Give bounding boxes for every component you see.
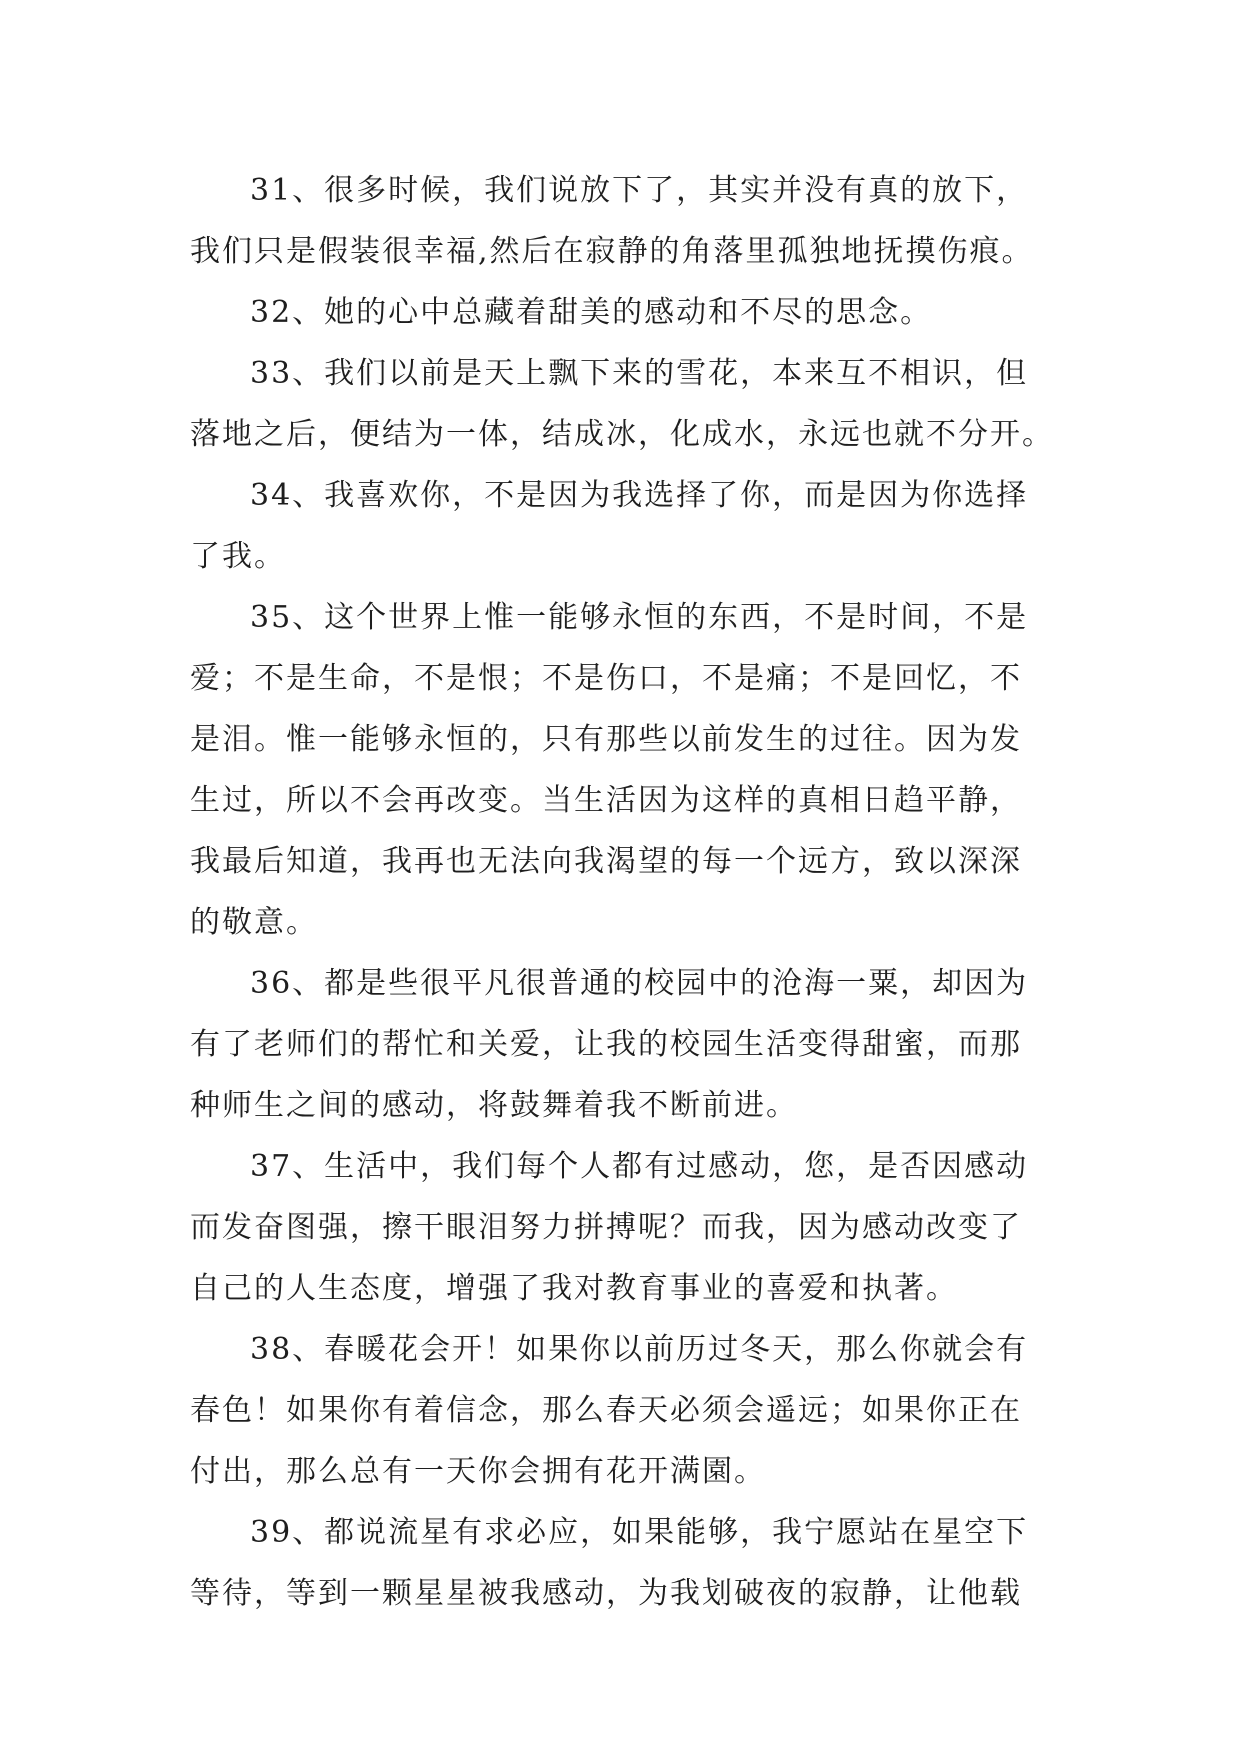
text-line: 我们只是假装很幸福,然后在寂静的角落里孤独地抚摸伤痕。	[190, 234, 1034, 269]
text-line: 38、春暖花会开！如果你以前历过冬天，那么你就会有	[250, 1332, 1029, 1367]
text-line: 自己的人生态度，增强了我对教育事业的喜爱和执著。	[190, 1271, 958, 1306]
document-body	[190, 160, 1070, 1624]
text-line: 种师生之间的感动，将鼓舞着我不断前进。	[190, 1088, 798, 1123]
text-line: 付出，那么总有一天你会拥有花开满園。	[190, 1454, 766, 1489]
text-line: 是泪。惟一能够永恒的，只有那些以前发生的过往。因为发	[190, 722, 1022, 757]
text-line: 爱；不是生命，不是恨；不是伤口，不是痛；不是回忆，不	[190, 661, 1022, 696]
text-line: 生过，所以不会再改变。当生活因为这样的真相日趋平静，	[190, 783, 1022, 818]
text-line: 33、我们以前是天上飘下来的雪花，本来互不相识，但	[250, 356, 1029, 391]
text-line: 我最后知道，我再也无法向我渴望的每一个远方，致以深深	[190, 844, 1022, 879]
text-line: 35、这个世界上惟一能够永恒的东西，不是时间，不是	[250, 600, 1029, 635]
text-line: 等待，等到一颗星星被我感动，为我划破夜的寂静，让他载	[190, 1576, 1022, 1611]
text-line: 36、都是些很平凡很普通的校园中的沧海一粟，却因为	[250, 966, 1029, 1001]
text-line: 37、生活中，我们每个人都有过感动，您，是否因感动	[250, 1149, 1029, 1184]
text-line: 34、我喜欢你，不是因为我选择了你，而是因为你选择	[250, 478, 1029, 513]
text-line: 有了老师们的帮忙和关爱，让我的校园生活变得甜蜜，而那	[190, 1027, 1022, 1062]
text-line: 落地之后，便结为一体，结成冰，化成水，永远也就不分开。	[190, 417, 1054, 452]
text-line: 而发奋图强，擦干眼泪努力拼搏呢？而我，因为感动改变了	[190, 1210, 1022, 1245]
text-line: 32、她的心中总藏着甜美的感动和不尽的思念。	[250, 295, 933, 330]
text-line: 春色！如果你有着信念，那么春天必须会遥远；如果你正在	[190, 1393, 1022, 1428]
text-line: 31、很多时候，我们说放下了，其实并没有真的放下，	[250, 173, 1029, 208]
text-line: 了我。	[190, 539, 286, 574]
text-line: 39、都说流星有求必应，如果能够，我宁愿站在星空下	[250, 1515, 1029, 1550]
text-line: 的敬意。	[190, 905, 318, 940]
